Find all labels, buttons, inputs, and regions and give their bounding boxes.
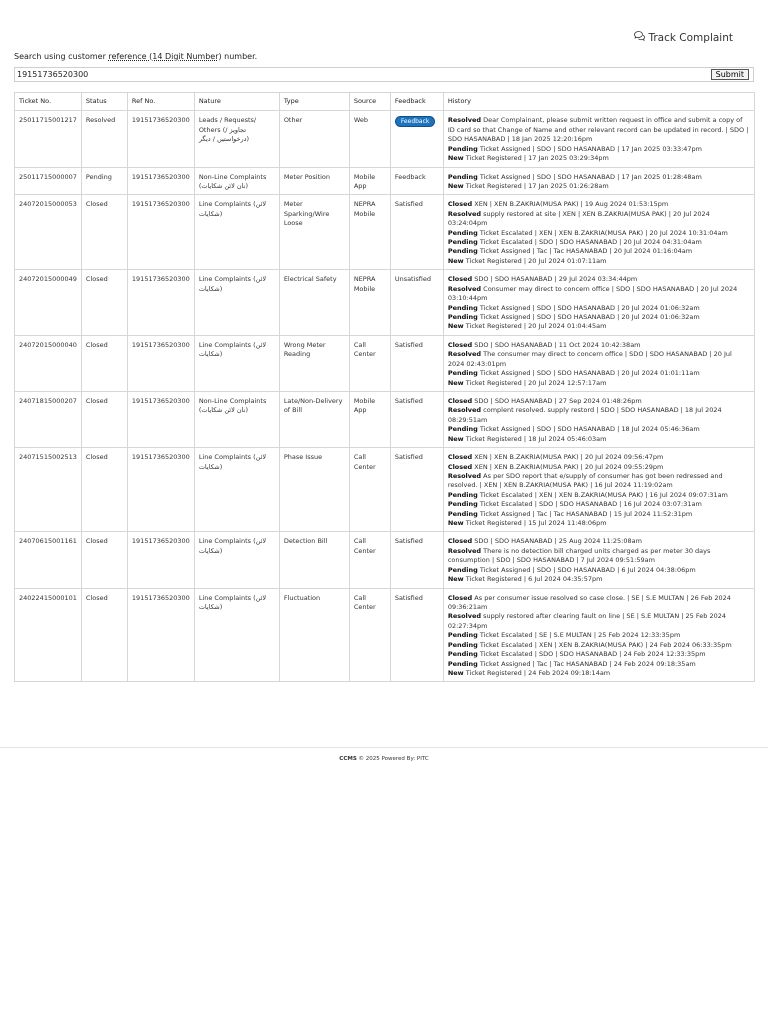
- history-status: Pending: [447, 650, 478, 659]
- history-entry: [448, 537, 750, 546]
- source-cell: NEPRA Mobile: [349, 195, 390, 270]
- history-text: Ticket Registered | 24 Feb 2024 09:18:14am: [465, 668, 611, 677]
- history-entry: [448, 238, 750, 247]
- nature-cell: Non-Line Complaints (نان لائن شکایات): [194, 167, 279, 195]
- history-text: Ticket Assigned | SDO | SDO HASANABAD | 18 Jul 2024 05:46:36am: [479, 425, 700, 434]
- history-status: Pending: [447, 303, 478, 312]
- ticket-no-cell: 24070615001161: [15, 532, 82, 588]
- history-entry: [448, 397, 750, 406]
- nature-cell: Line Complaints (لائن شکایات): [194, 532, 279, 588]
- column-header: Ref No.: [127, 93, 194, 111]
- table-row: [15, 111, 755, 167]
- history-entry: [448, 313, 750, 322]
- track-complaint-label: Track Complaint: [648, 31, 733, 44]
- feedback-cell: Satisfied: [390, 448, 443, 532]
- source-cell: Mobile App: [349, 391, 390, 447]
- type-cell: Detection Bill: [279, 532, 349, 588]
- feedback-cell: Satisfied: [390, 391, 443, 447]
- table-row: [15, 532, 755, 588]
- history-status: Resolved: [447, 406, 482, 415]
- nature-cell: Non-Line Complaints (نان لائن شکایات): [194, 391, 279, 447]
- history-entry: [448, 369, 750, 378]
- history-status: Closed: [447, 453, 473, 462]
- complaints-table: [14, 92, 755, 682]
- status-cell: Closed: [81, 335, 127, 391]
- history-text: Ticket Registered | 20 Jul 2024 01:04:45am: [465, 322, 607, 331]
- footer-divider: [0, 747, 768, 748]
- history-entry: [448, 472, 750, 491]
- footer-text: © 2025 Powered By: PITC: [356, 756, 429, 762]
- history-entry: [448, 182, 750, 191]
- history-status: New: [447, 668, 464, 677]
- history-text: Consumer may direct to concern office | SDO | SDO HASANABAD | 20 Jul 2024 03:10:44pm: [447, 284, 738, 303]
- history-status: New: [447, 181, 464, 190]
- history-entry: [448, 406, 750, 425]
- history-entry: [448, 566, 750, 575]
- history-text: Ticket Escalated | SDO | SDO HASANABAD | 24 Feb 2024 12:33:35pm: [479, 650, 706, 659]
- history-entry: [448, 491, 750, 500]
- history-status: Pending: [447, 640, 478, 649]
- source-cell: Call Center: [349, 532, 390, 588]
- history-text: Ticket Registered | 20 Jul 2024 01:07:11am: [465, 256, 607, 265]
- history-status: Closed: [447, 462, 473, 471]
- history-entry: [448, 350, 750, 369]
- history-text: Ticket Assigned | SDO | SDO HASANABAD | 17 Jan 2025 01:28:48am: [479, 172, 702, 181]
- source-cell: Web: [349, 111, 390, 167]
- search-instruction: Search using customer reference (14 Digit Number) number.: [14, 52, 258, 61]
- history-cell: [443, 270, 754, 336]
- history-status: Pending: [447, 509, 478, 518]
- feedback-cell: Satisfied: [390, 588, 443, 682]
- feedback-cell: Feedback: [390, 167, 443, 195]
- history-entry: [448, 322, 750, 331]
- history-cell: [443, 335, 754, 391]
- history-entry: [448, 257, 750, 266]
- history-status: Pending: [447, 490, 478, 499]
- history-status: New: [447, 154, 464, 163]
- feedback-cell: Unsatisfied: [390, 270, 443, 336]
- ticket-no-cell: 24072015000053: [15, 195, 82, 270]
- source-cell: NEPRA Mobile: [349, 270, 390, 336]
- ticket-no-cell: 24072015000040: [15, 335, 82, 391]
- history-text: Dear Complainant, please submit written request in office and submit a copy of ID card so that Change of Name and other relevant record can be updated in record. | SDO | SDO HASANABAD | 18 Jan 2025 12:20:16pm: [447, 116, 749, 144]
- history-text: Ticket Escalated | SDO | SDO HASANABAD | 20 Jul 2024 04:31:04am: [479, 238, 702, 247]
- history-entry: [448, 116, 750, 144]
- history-status: Resolved: [447, 116, 482, 125]
- history-entry: [448, 379, 750, 388]
- history-text: Ticket Registered | 18 Jul 2024 05:46:03am: [465, 434, 607, 443]
- ticket-no-cell: 25011715001217: [15, 111, 82, 167]
- track-complaint-link[interactable]: [634, 31, 733, 44]
- history-status: Pending: [447, 247, 478, 256]
- history-text: Ticket Assigned | Tac | Tac HASANABAD | 15 Jul 2024 11:52:31pm: [479, 509, 693, 518]
- feedback-cell: Satisfied: [390, 335, 443, 391]
- type-cell: Electrical Safety: [279, 270, 349, 336]
- table-header-row: [15, 93, 755, 111]
- history-text: As per SDO report that e/supply of consumer has got been redressed and resolved. | XEN | XEN B.ZAKRIA(MUSA PAK) | 16 Jul 2024 11:19:02am: [447, 471, 723, 490]
- history-entry: [448, 631, 750, 640]
- source-cell: Call Center: [349, 588, 390, 682]
- ticket-no-cell: 24071515002513: [15, 448, 82, 532]
- history-text: supply restored after clearing fault on line | SE | S.E MULTAN | 25 Feb 2024 02:27:34pm: [447, 612, 726, 630]
- history-text: Ticket Escalated | XEN | XEN B.ZAKRIA(MUSA PAK) | 20 Jul 2024 10:31:04am: [479, 228, 728, 237]
- footer-brand: CCMS: [339, 756, 357, 762]
- history-cell: [443, 588, 754, 682]
- ref-no-cell: 19151736520300: [127, 532, 194, 588]
- history-text: Ticket Escalated | SE | S.E MULTAN | 25 Feb 2024 12:33:35pm: [479, 631, 681, 640]
- ref-no-cell: 19151736520300: [127, 270, 194, 336]
- history-entry: [448, 612, 750, 631]
- history-entry: [448, 669, 750, 678]
- history-status: Closed: [447, 396, 473, 405]
- ticket-no-cell: 25011715000007: [15, 167, 82, 195]
- status-cell: Pending: [81, 167, 127, 195]
- history-text: The consumer may direct to concern office | SDO | SDO HASANABAD | 20 Jul 2024 02:43:01pm: [447, 350, 732, 368]
- history-text: Ticket Assigned | SDO | SDO HASANABAD | 17 Jan 2025 03:33:47pm: [479, 144, 703, 153]
- history-entry: [448, 575, 750, 584]
- reference-hint: reference (14 Digit Number): [108, 52, 222, 61]
- feedback-cell: Satisfied: [390, 532, 443, 588]
- history-entry: [448, 154, 750, 163]
- history-status: Pending: [447, 659, 478, 668]
- history-text: XEN | XEN B.ZAKRIA(MUSA PAK) | 20 Jul 2024 09:55:29pm: [474, 462, 664, 471]
- column-header: Nature: [194, 93, 279, 111]
- ref-no-cell: 19151736520300: [127, 448, 194, 532]
- ticket-no-cell: 24071815000207: [15, 391, 82, 447]
- history-entry: [448, 547, 750, 566]
- history-text: Ticket Registered | 20 Jul 2024 12:57:17am: [465, 378, 607, 387]
- history-entry: [448, 510, 750, 519]
- history-entry: [448, 641, 750, 650]
- ticket-no-cell: 24072015000049: [15, 270, 82, 336]
- type-cell: Phase Issue: [279, 448, 349, 532]
- history-status: Pending: [447, 238, 478, 247]
- history-text: Ticket Registered | 15 Jul 2024 11:48:06pm: [465, 519, 607, 528]
- history-entry: [448, 660, 750, 669]
- type-cell: Fluctuation: [279, 588, 349, 682]
- history-entry: [448, 173, 750, 182]
- table-row: [15, 270, 755, 336]
- history-status: Resolved: [447, 471, 482, 480]
- history-status: Resolved: [447, 350, 482, 359]
- status-cell: Closed: [81, 532, 127, 588]
- history-text: Ticket Assigned | Tac | Tac HASANABAD | 24 Feb 2024 09:18:35am: [479, 659, 696, 668]
- status-cell: Closed: [81, 588, 127, 682]
- history-entry: [448, 145, 750, 154]
- history-status: Closed: [447, 200, 473, 209]
- page-footer: [0, 756, 768, 762]
- status-cell: Closed: [81, 270, 127, 336]
- history-text: Ticket Assigned | SDO | SDO HASANABAD | 20 Jul 2024 01:06:32am: [479, 303, 700, 312]
- history-status: New: [447, 378, 464, 387]
- history-entry: [448, 229, 750, 238]
- history-status: Pending: [447, 369, 478, 378]
- table-row: [15, 167, 755, 195]
- nature-cell: Line Complaints (لائن شکایات): [194, 588, 279, 682]
- history-status: Pending: [447, 631, 478, 640]
- column-header: Feedback: [390, 93, 443, 111]
- column-header: Source: [349, 93, 390, 111]
- history-status: New: [447, 519, 464, 528]
- history-text: Ticket Escalated | XEN | XEN B.ZAKRIA(MUSA PAK) | 24 Feb 2024 06:33:35pm: [479, 640, 732, 649]
- type-cell: Other: [279, 111, 349, 167]
- source-cell: Call Center: [349, 448, 390, 532]
- history-status: Resolved: [447, 209, 482, 218]
- column-header: History: [443, 93, 754, 111]
- status-cell: Closed: [81, 391, 127, 447]
- history-entry: [448, 200, 750, 209]
- history-status: Closed: [447, 340, 473, 349]
- history-cell: [443, 532, 754, 588]
- history-status: Pending: [447, 172, 478, 181]
- ref-no-cell: 19151736520300: [127, 588, 194, 682]
- ref-no-cell: 19151736520300: [127, 111, 194, 167]
- history-entry: [448, 275, 750, 284]
- history-text: Ticket Escalated | SDO | SDO HASANABAD | 16 Jul 2024 03:07:31am: [479, 500, 702, 509]
- history-text: SDO | SDO HASANABAD | 27 Sep 2024 01:48:26pm: [474, 396, 642, 405]
- history-text: Ticket Assigned | SDO | SDO HASANABAD | 20 Jul 2024 01:01:11am: [479, 369, 700, 378]
- history-entry: [448, 247, 750, 256]
- history-cell: [443, 391, 754, 447]
- table-row: [15, 335, 755, 391]
- history-text: SDO | SDO HASANABAD | 29 Jul 2024 03:34:44pm: [474, 275, 638, 284]
- type-cell: Meter Sparking/Wire Loose: [279, 195, 349, 270]
- history-entry: [448, 304, 750, 313]
- history-status: Resolved: [447, 546, 482, 555]
- status-cell: Closed: [81, 195, 127, 270]
- history-entry: [448, 425, 750, 434]
- history-entry: [448, 463, 750, 472]
- table-row: [15, 588, 755, 682]
- history-cell: [443, 448, 754, 532]
- history-status: Pending: [447, 425, 478, 434]
- source-cell: Mobile App: [349, 167, 390, 195]
- history-entry: [448, 285, 750, 304]
- history-entry: [448, 435, 750, 444]
- history-status: New: [447, 434, 464, 443]
- nature-cell: Line Complaints (لائن شکایات): [194, 448, 279, 532]
- history-text: XEN | XEN B.ZAKRIA(MUSA PAK) | 19 Aug 2024 01:53:15pm: [474, 200, 669, 209]
- history-text: SDO | SDO HASANABAD | 11 Oct 2024 10:42:38am: [474, 340, 641, 349]
- history-text: XEN | XEN B.ZAKRIA(MUSA PAK) | 20 Jul 2024 09:56:47pm: [474, 453, 664, 462]
- column-header: Type: [279, 93, 349, 111]
- history-status: Pending: [447, 565, 478, 574]
- column-header: Status: [81, 93, 127, 111]
- history-entry: [448, 341, 750, 350]
- page-header: [0, 0, 768, 48]
- history-entry: [448, 210, 750, 229]
- history-text: As per consumer issue resolved so case close. | SE | S.E MULTAN | 26 Feb 2024 09:36:21am: [447, 593, 731, 611]
- table-row: [15, 448, 755, 532]
- history-text: Ticket Registered | 17 Jan 2025 01:26:28am: [465, 181, 609, 190]
- history-text: Ticket Registered | 17 Jan 2025 03:29:34pm: [465, 154, 609, 163]
- history-entry: [448, 500, 750, 509]
- history-status: Pending: [447, 500, 478, 509]
- type-cell: Meter Position: [279, 167, 349, 195]
- history-text: supply restored at site | XEN | XEN B.ZAKRIA(MUSA PAK) | 20 Jul 2024 03:24:04pm: [447, 209, 710, 228]
- feedback-cell: Satisfied: [390, 195, 443, 270]
- history-cell: [443, 195, 754, 270]
- history-text: Ticket Assigned | SDO | SDO HASANABAD | 6 Jul 2024 04:38:06pm: [479, 565, 696, 574]
- history-entry: [448, 453, 750, 462]
- history-status: Pending: [447, 228, 478, 237]
- history-text: There is no detection bill charged units charged as per meter 30 days consumption | SDO | SDO HASANABAD | 7 Jul 2024 09:51:59am: [447, 546, 711, 565]
- ref-no-cell: 19151736520300: [127, 391, 194, 447]
- table-row: [15, 195, 755, 270]
- comments-icon: [634, 31, 645, 44]
- history-status: New: [447, 575, 464, 584]
- status-cell: Resolved: [81, 111, 127, 167]
- history-text: complent resolved. supply restord | SDO | SDO HASANABAD | 18 Jul 2024 08:29:51am: [447, 406, 722, 424]
- history-entry: [448, 594, 750, 613]
- history-entry: [448, 519, 750, 528]
- history-entry: [448, 650, 750, 659]
- history-status: Closed: [447, 593, 473, 602]
- history-text: Ticket Assigned | Tac | Tac HASANABAD | 20 Jul 2024 01:16:04am: [479, 247, 693, 256]
- nature-cell: Line Complaints (لائن شکایات): [194, 195, 279, 270]
- history-text: Ticket Assigned | SDO | SDO HASANABAD | 20 Jul 2024 01:06:32am: [479, 313, 700, 322]
- source-cell: Call Center: [349, 335, 390, 391]
- history-text: Ticket Escalated | XEN | XEN B.ZAKRIA(MUSA PAK) | 16 Jul 2024 09:07:31am: [479, 490, 728, 499]
- type-cell: Late/Non-Delivery of Bill: [279, 391, 349, 447]
- column-header: Ticket No.: [15, 93, 82, 111]
- history-text: SDO | SDO HASANABAD | 25 Aug 2024 11:25:08am: [474, 537, 642, 546]
- history-text: Ticket Registered | 6 Jul 2024 04:35:57pm: [465, 575, 603, 584]
- type-cell: Wrong Meter Reading: [279, 335, 349, 391]
- search-form: [14, 67, 754, 82]
- history-status: New: [447, 322, 464, 331]
- history-cell: [443, 167, 754, 195]
- nature-cell: Leads / Requests/ Others (تجاویز / درخواستیں / دیگر): [194, 111, 279, 167]
- ticket-no-cell: 24022415000101: [15, 588, 82, 682]
- table-row: [15, 391, 755, 447]
- ref-no-cell: 19151736520300: [127, 167, 194, 195]
- history-status: Pending: [447, 313, 478, 322]
- reference-number-input[interactable]: [14, 67, 754, 82]
- ref-no-cell: 19151736520300: [127, 195, 194, 270]
- history-status: Closed: [447, 537, 473, 546]
- history-status: New: [447, 256, 464, 265]
- history-status: Resolved: [447, 284, 482, 293]
- nature-cell: Line Complaints (لائن شکایات): [194, 335, 279, 391]
- history-status: Closed: [447, 275, 473, 284]
- feedback-button[interactable]: Feedback: [395, 116, 436, 127]
- ref-no-cell: 19151736520300: [127, 335, 194, 391]
- history-status: Resolved: [447, 612, 482, 621]
- nature-cell: Line Complaints (لائن شکایات): [194, 270, 279, 336]
- feedback-cell: [390, 111, 443, 167]
- history-status: Pending: [447, 144, 478, 153]
- status-cell: Closed: [81, 448, 127, 532]
- submit-button[interactable]: Submit: [711, 69, 749, 80]
- history-cell: [443, 111, 754, 167]
